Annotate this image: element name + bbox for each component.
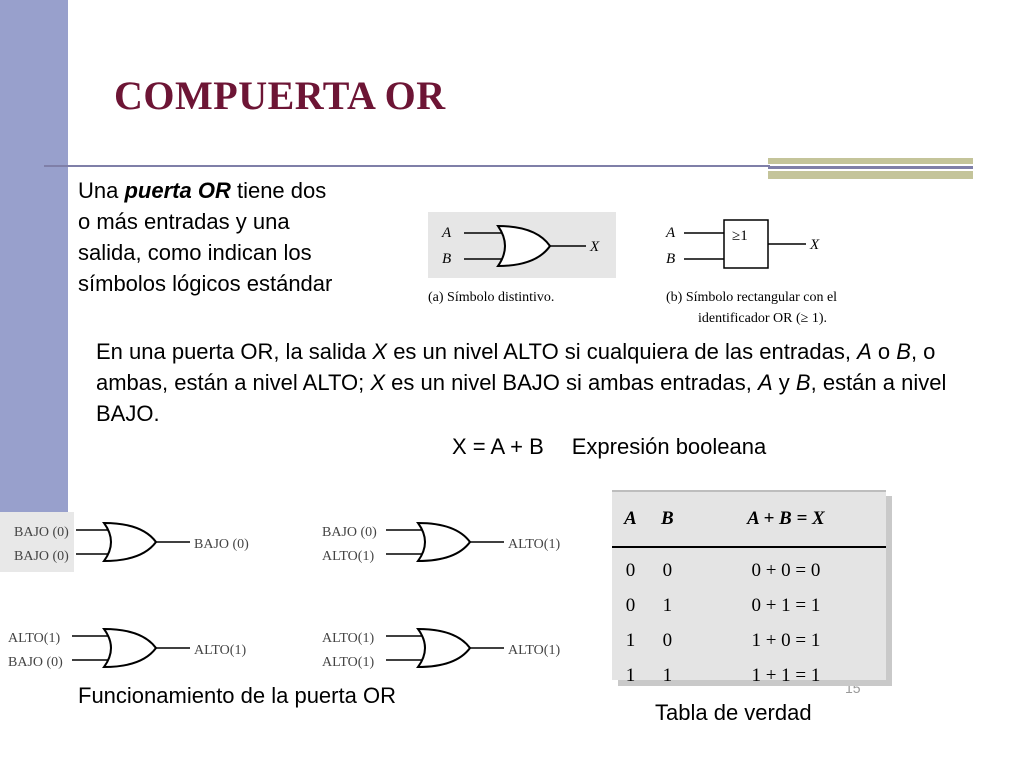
desc-part: o xyxy=(871,339,897,364)
table-cell: 1 xyxy=(662,664,673,686)
gate-example-2 xyxy=(322,523,560,564)
table-row xyxy=(612,547,886,588)
table-cell: 1 xyxy=(625,664,636,686)
intro-part: Una xyxy=(78,178,125,203)
output-x-label: X xyxy=(810,237,820,253)
desc-var: B xyxy=(795,370,811,395)
input-a-label: A xyxy=(666,225,676,241)
input-2-label: ALTO(1) xyxy=(322,655,375,670)
input-b-label: B xyxy=(442,251,452,267)
table-cell: 0 xyxy=(625,559,636,581)
rectangular-caption-line2: identificador OR (≥ 1). xyxy=(698,311,827,326)
header-output: A + B = X xyxy=(686,492,886,547)
table-cell: 0 + 1 = 1 xyxy=(751,594,821,616)
desc-part: y xyxy=(772,370,796,395)
table-cell: 1 xyxy=(662,594,673,616)
table-row xyxy=(612,588,886,623)
intro-emphasis: puerta OR xyxy=(124,178,231,203)
output-label: ALTO(1) xyxy=(508,643,561,658)
slide-number: 15 xyxy=(845,680,861,696)
input-1-label: ALTO(1) xyxy=(322,631,375,646)
input-1-label: ALTO(1) xyxy=(8,631,61,646)
truth-table-caption: Tabla de verdad xyxy=(655,700,812,725)
output-label: ALTO(1) xyxy=(194,643,247,658)
table-cell: 0 xyxy=(662,559,673,581)
desc-var: A xyxy=(758,370,773,395)
title-underline xyxy=(44,165,770,167)
table-cell: 1 + 0 = 1 xyxy=(751,629,821,651)
left-accent-bar xyxy=(0,0,68,548)
table-cell: 0 xyxy=(625,594,636,616)
desc-var: X xyxy=(372,339,388,364)
or-gate-shape xyxy=(104,523,156,561)
input-2-label: ALTO(1) xyxy=(322,549,375,564)
table-cell: 0 xyxy=(662,629,673,651)
truth-table xyxy=(612,490,886,686)
desc-part: En una puerta OR, la salida xyxy=(96,339,373,364)
functioning-caption: Funcionamiento de la puerta OR xyxy=(78,683,396,708)
gate-example-3 xyxy=(8,629,246,670)
header-b: B xyxy=(649,492,686,547)
input-2-label: BAJO (0) xyxy=(8,655,63,670)
intro-part: tiene dos o más entradas y una salida, como indican los símbolos lógicos estándar xyxy=(78,178,333,296)
or-identifier: ≥1 xyxy=(732,228,748,244)
boolean-expression xyxy=(452,434,766,460)
input-b-label: B xyxy=(666,251,676,267)
table-row xyxy=(612,658,886,693)
input-a-label: A xyxy=(442,225,452,241)
desc-part: , o ambas, están a nivel ALTO; xyxy=(96,339,936,395)
output-x-label: X xyxy=(590,239,600,255)
gate-example-4 xyxy=(322,629,560,670)
intro-text xyxy=(78,175,340,299)
expression-formula: X = A + B xyxy=(452,434,544,459)
desc-var: B xyxy=(896,339,911,364)
title-underline-accent xyxy=(768,171,973,179)
table-cell: 0 + 0 = 0 xyxy=(751,559,821,581)
input-1-label: BAJO (0) xyxy=(14,525,69,540)
desc-part: , están a nivel BAJO. xyxy=(96,370,947,426)
slide-title: COMPUERTA OR xyxy=(114,73,446,118)
table-cell: 1 xyxy=(625,629,636,651)
table-cell: 1 + 1 = 1 xyxy=(751,664,821,686)
desc-part: es un nivel ALTO si cualquiera de las entradas, xyxy=(387,339,858,364)
header-a: A xyxy=(612,492,649,547)
or-gate-shape xyxy=(418,629,470,667)
or-rectangular-symbol xyxy=(664,212,894,334)
truth-table-grid xyxy=(612,492,886,693)
gate-example-1 xyxy=(0,512,249,572)
desc-var: X xyxy=(370,370,386,395)
or-gate-shape xyxy=(418,523,470,561)
expression-label: Expresión booleana xyxy=(571,434,767,459)
desc-part: es un nivel BAJO si ambas entradas, xyxy=(385,370,758,395)
output-label: BAJO (0) xyxy=(194,537,249,552)
title-underline-accent xyxy=(768,158,973,164)
distinctive-caption: (a) Símbolo distintivo. xyxy=(428,290,555,305)
or-distinctive-symbol xyxy=(428,212,618,330)
input-1-label: BAJO (0) xyxy=(322,525,377,540)
output-label: ALTO(1) xyxy=(508,537,561,552)
rectangular-caption-line1: (b) Símbolo rectangular con el xyxy=(666,290,838,305)
description-text xyxy=(96,336,996,429)
or-gate-examples xyxy=(0,512,580,674)
title-underline-accent xyxy=(768,166,973,169)
or-gate-shape xyxy=(104,629,156,667)
table-row xyxy=(612,623,886,658)
desc-var: A xyxy=(857,339,872,364)
input-2-label: BAJO (0) xyxy=(14,549,69,564)
